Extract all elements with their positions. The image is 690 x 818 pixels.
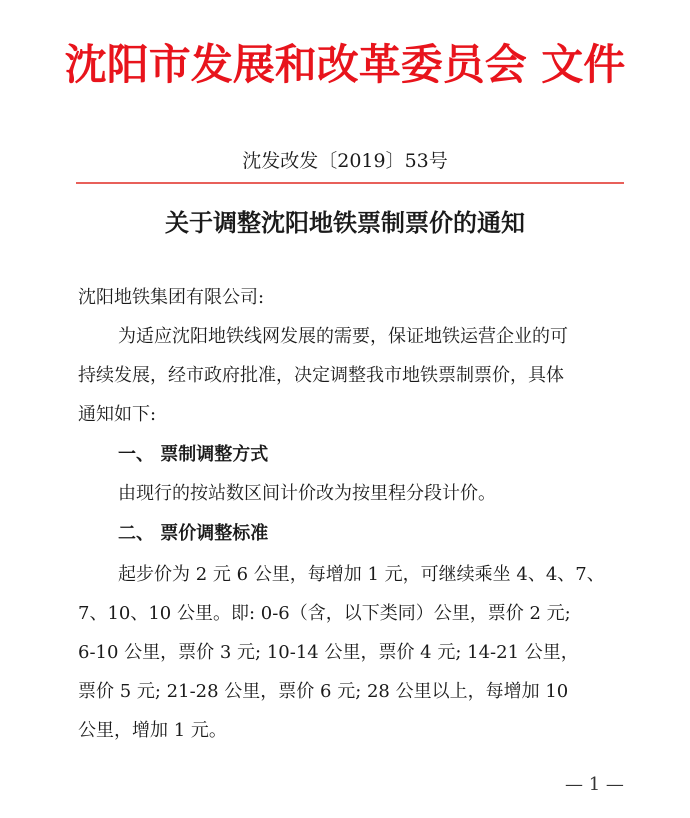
intro-line: 通知如下:: [78, 404, 157, 425]
section-text: 7、10、10 公里。即: 0-6（含，以下类同）公里，票价 2 元;: [78, 603, 571, 624]
section-heading: 一、 票制调整方式: [118, 444, 269, 465]
section-text: 公里，增加 1 元。: [78, 720, 227, 741]
section-text: 票价 5 元; 21-28 公里，票价 6 元; 28 公里以上，每增加 10: [78, 681, 569, 702]
document-number: 沈发改发〔2019〕53号: [242, 150, 448, 172]
section-heading: 二、 票价调整标准: [118, 523, 269, 544]
red-divider: [76, 182, 624, 184]
salutation: 沈阳地铁集团有限公司:: [78, 287, 265, 308]
document-masthead: 沈阳市发展和改革委员会 文件: [64, 40, 626, 89]
section-text: 6-10 公里，票价 3 元; 10-14 公里，票价 4 元; 14-21 公里，: [78, 642, 579, 663]
section-text: 由现行的按站数区间计价改为按里程分段计价。: [118, 483, 496, 504]
page-number: — 1 —: [565, 774, 624, 795]
document-title: 关于调整沈阳地铁票制票价的通知: [165, 209, 525, 237]
section-text: 起步价为 2 元 6 公里，每增加 1 元，可继续乘坐 4、4、7、: [118, 564, 605, 585]
intro-line: 持续发展，经市政府批准，决定调整我市地铁票制票价，具体: [78, 365, 564, 386]
intro-line: 为适应沈阳地铁线网发展的需要，保证地铁运营企业的可: [118, 326, 568, 347]
